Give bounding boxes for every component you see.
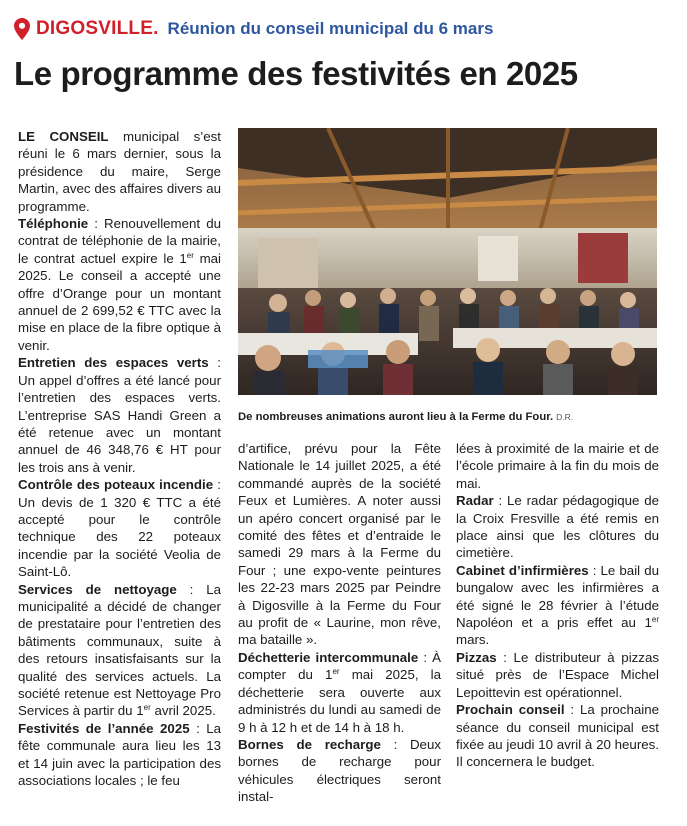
paragraph-dump <box>238 649 441 736</box>
pizzas-heading: Pizzas <box>456 649 497 665</box>
article-column-2 <box>238 440 441 806</box>
charging-text-a: : Deux bornes de recharge pour véhicules électriques seront instal- <box>238 736 441 805</box>
hall-photo-illustration <box>238 128 657 395</box>
telephony-text-a: : Renouvellement du contrat de téléphonie de la mairie, le contrat actuel expire le 1 <box>18 216 221 266</box>
paragraph-nurses <box>456 562 659 649</box>
paragraph-cleaning <box>18 581 221 720</box>
paragraph-telephony <box>18 215 221 354</box>
cleaning-heading: Services de nettoyage <box>18 581 177 597</box>
article-photo <box>238 128 657 395</box>
pizzas-text: : Le distributeur à pizzas situé près de l’Espace Michel Lepoittevin est opérationnel. <box>456 649 659 700</box>
radar-heading: Radar <box>456 493 494 509</box>
nurses-text-a: : Le bail du bungalow avec les infirmières a été signé le 28 février à l’étude Napoléon et a pris effet au 1 <box>456 562 659 631</box>
nurses-heading: Cabinet d’infirmières <box>456 562 589 578</box>
green-heading: Entretien des espaces verts <box>18 355 209 371</box>
paragraph-charging-cont <box>456 440 659 492</box>
caption-text: De nombreuses animations auront lieu à la Ferme du Four. <box>238 411 554 423</box>
article-column-3 <box>456 440 659 771</box>
location-name: DIGOSVILLE. <box>36 18 159 39</box>
cleaning-text-b: avril 2025. <box>150 703 216 719</box>
paragraph-hydrants <box>18 476 221 580</box>
festivities-heading: Festivités de l’année 2025 <box>18 720 190 736</box>
paragraph-intro <box>18 128 221 215</box>
intro-lead: LE CONSEIL <box>18 129 109 144</box>
hydrant-heading: Contrôle des poteaux incendie <box>18 477 214 493</box>
hydrant-text: : Un devis de 1 320 € TTC a été accepté pour le contrôle technique des 22 poteaux incendie par la société Veolia de Saint-Lô. <box>18 477 222 580</box>
next-council-text: : La prochaine séance du conseil municipal est fixée au jeudi 10 avril à 20 heures. Il concernera le budget. <box>456 702 659 770</box>
charging-heading: Bornes de recharge <box>238 736 381 752</box>
intro-text: municipal s’est réuni le 6 mars dernier, sous la présidence du maire, Serge Martin, avec des affaires divers au programme. <box>18 129 221 214</box>
map-pin-icon <box>14 18 30 40</box>
dump-text-b: mai 2025, la déchetterie sera ouverte aux administrés du lundi au samedi de 9 h à 12 h et de 14 h à 18 h. <box>238 667 442 735</box>
paragraph-charging <box>238 736 441 806</box>
paragraph-festivities-cont <box>238 440 441 649</box>
telephony-sup: er <box>186 250 194 260</box>
green-text: : Un appel d’offres a été lancé pour l’entretien des espaces verts. L’entreprise SAS Handi Green a été retenue avec un montant annuel de 46 348,76 € HT pour les trois ans à venir. <box>18 355 222 475</box>
article-subtitle: Réunion du conseil municipal du 6 mars <box>167 19 494 38</box>
paragraph-festivities <box>18 720 221 790</box>
next-council-heading: Prochain conseil <box>456 702 565 718</box>
dump-text-a: : À compter du 1 <box>238 649 441 683</box>
cleaning-text-a: : La municipalité a décidé de changer de prestataire pour l’entretien des bâtiments communaux, suite à des retours insatisfaisants sur la qualité des services actuels. La société retenue est Nettoyage Pro Services à partir du 1 <box>18 581 221 719</box>
paragraph-radar <box>456 492 659 562</box>
charging-text-b: lées à proximité de la mairie et de l’école primaire à la fin du mois de mai. <box>456 441 659 491</box>
article-column-1 <box>18 128 221 789</box>
festivities-text-b: d’artifice, prévu pour la Fête Nationale le 14 juillet 2025, a été commandé auprès de la société Feux et Lumières. A noter aussi un apéro concert organisé par le comité des fêtes et d’entraide le samedi 29 mars à la Ferme du Four ; une expo-vente peintures les 22-23 mars 2025 par Peindre à Digosville à la Ferme du Four au profit de « Laurine, mon rêve, ma bataille ». <box>238 441 441 648</box>
photo-credit: D.R. <box>556 412 574 422</box>
article-kicker <box>14 14 677 44</box>
paragraph-green-spaces <box>18 354 221 476</box>
radar-text: : Le radar pédagogique de la Croix Fresville a été remis en place ainsi que les clôtures du cimetière. <box>456 493 659 561</box>
nurses-text-b: mars. <box>456 632 490 648</box>
telephony-text-b: mai 2025. Le conseil a accepté une offre d’Orange pour un montant annuel de 2 699,52 € TTC avec la mise en place de la fibre optique à venir. <box>18 250 221 353</box>
article-headline: Le programme des festivités en 2025 <box>14 55 578 92</box>
photo-caption <box>238 411 668 423</box>
dump-heading: Déchetterie intercommunale <box>238 649 419 665</box>
festivities-text-a: : La fête communale aura lieu les 13 et 14 juin avec la participation des associations locales ; le feu <box>18 720 222 789</box>
telephony-heading: Téléphonie <box>18 216 89 232</box>
paragraph-next-council <box>456 701 659 771</box>
dump-sup: er <box>332 667 340 677</box>
nurses-sup: er <box>651 615 659 625</box>
cleaning-sup: er <box>143 703 151 713</box>
paragraph-pizzas <box>456 649 659 701</box>
